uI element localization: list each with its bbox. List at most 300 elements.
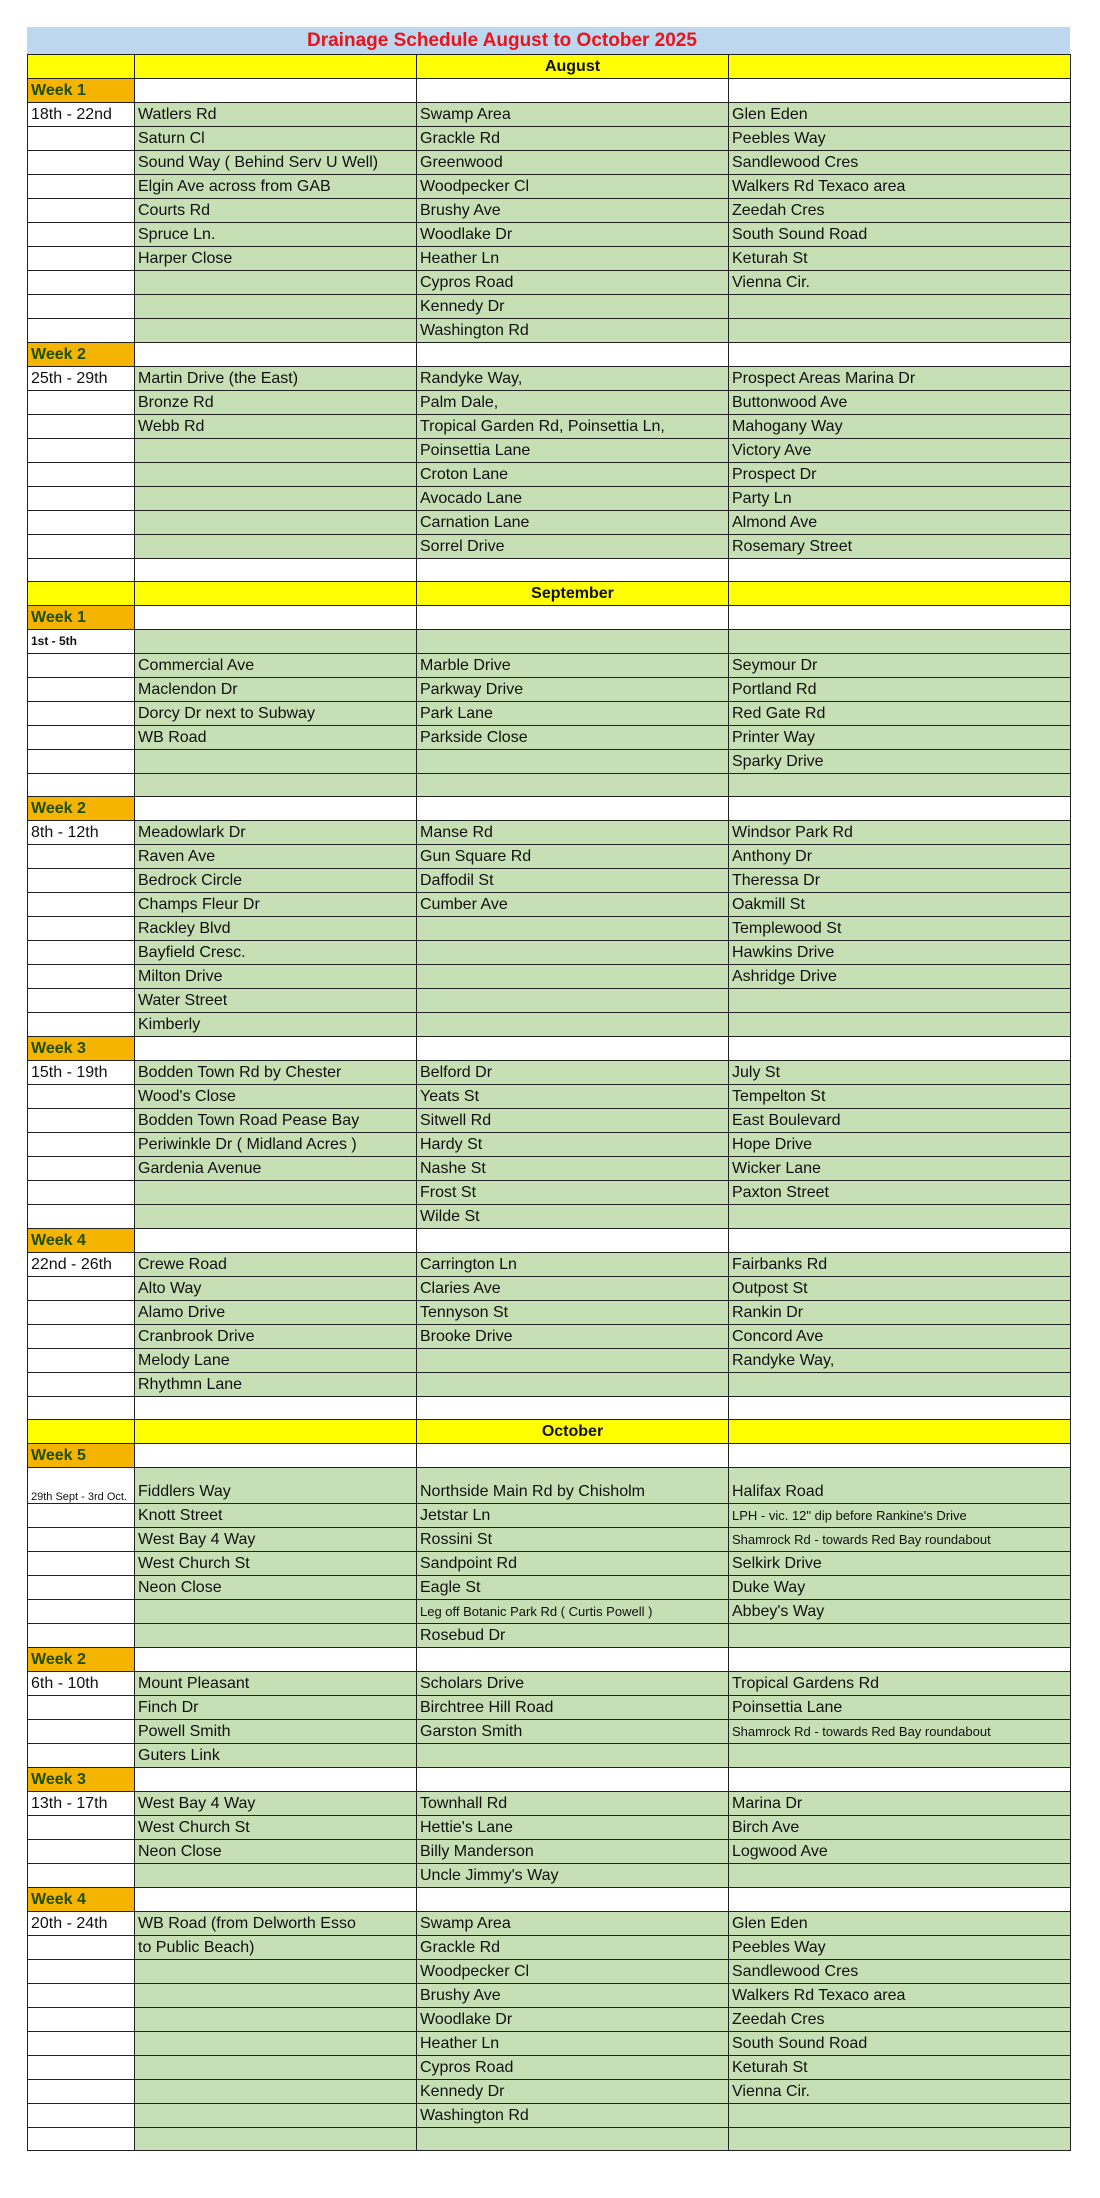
table-row [28,1253,1071,1277]
route-cell-col2: Daffodil St [417,869,729,893]
date-cell [28,726,135,750]
week-header-cell [135,797,417,821]
route-cell-col2: Tennyson St [417,1301,729,1325]
route-cell-col1: WB Road (from Delworth Esso [135,1912,417,1936]
week-header-row [28,79,1071,103]
date-cell [28,1600,135,1624]
route-cell-col3: Ashridge Drive [729,965,1071,989]
route-cell-col3: Victory Ave [729,439,1071,463]
route-cell-col1 [135,750,417,774]
table-row [28,247,1071,271]
week-header-row [28,797,1071,821]
date-cell [28,1984,135,2008]
table-row [28,1325,1071,1349]
route-cell-col2: Leg off Botanic Park Rd ( Curtis Powell ) [417,1600,729,1624]
route-cell-col2: Claries Ave [417,1277,729,1301]
date-cell: 13th - 17th [28,1792,135,1816]
spacer-cell [135,1397,417,1420]
route-cell-col1: Commercial Ave [135,654,417,678]
table-row [28,1720,1071,1744]
route-cell-col1: to Public Beach) [135,1936,417,1960]
month-label: August [417,55,729,79]
route-cell-col2: Yeats St [417,1085,729,1109]
week-header-cell [135,1444,417,1468]
route-cell-col1: Saturn Cl [135,127,417,151]
route-cell-col3: Abbey's Way [729,1600,1071,1624]
route-cell-col1: Powell Smith [135,1720,417,1744]
date-cell [28,654,135,678]
spacer-cell [729,559,1071,582]
route-cell-col3: Prospect Dr [729,463,1071,487]
schedule-table [27,54,1071,2151]
route-cell-col1: Gardenia Avenue [135,1157,417,1181]
route-cell-col2 [417,941,729,965]
route-cell-col2: Belford Dr [417,1061,729,1085]
date-cell [28,1840,135,1864]
date-cell [28,271,135,295]
date-cell [28,1181,135,1205]
route-cell-col2: Rossini St [417,1528,729,1552]
route-cell-col2: Heather Ln [417,247,729,271]
route-cell-col1 [135,295,417,319]
route-cell-col3: Anthony Dr [729,845,1071,869]
route-cell-col2: Sorrel Drive [417,535,729,559]
route-cell-col2: Heather Ln [417,2032,729,2056]
route-cell-col3 [729,319,1071,343]
route-cell-col2: Birchtree Hill Road [417,1696,729,1720]
route-cell-col1 [135,511,417,535]
route-cell-col2: Woodpecker Cl [417,1960,729,1984]
route-cell-col3: Sandlewood Cres [729,1960,1071,1984]
date-cell: 29th Sept - 3rd Oct. [28,1468,135,1504]
page-title: Drainage Schedule August to October 2025 [27,27,1070,54]
date-cell: 1st - 5th [28,630,135,654]
table-row [28,1468,1071,1504]
week-header-cell [729,606,1071,630]
route-cell-col2: Cumber Ave [417,893,729,917]
route-cell-col3: Wicker Lane [729,1157,1071,1181]
date-cell [28,941,135,965]
route-cell-col2: Sitwell Rd [417,1109,729,1133]
date-cell [28,2056,135,2080]
route-cell-col2: Poinsettia Lane [417,439,729,463]
week-header-cell [729,1768,1071,1792]
week-header-cell [417,1229,729,1253]
table-row [28,391,1071,415]
spacer-cell [28,1397,135,1420]
route-cell-col2: Park Lane [417,702,729,726]
route-cell-col3: South Sound Road [729,2032,1071,2056]
date-cell [28,1576,135,1600]
route-cell-col1: Martin Drive (the East) [135,367,417,391]
route-cell-col1: Neon Close [135,1576,417,1600]
week-header-cell [417,79,729,103]
route-cell-col3: Buttonwood Ave [729,391,1071,415]
week-label: Week 3 [28,1768,135,1792]
route-cell-col2: Brooke Drive [417,1325,729,1349]
table-row [28,821,1071,845]
date-cell [28,917,135,941]
route-cell-col3: Birch Ave [729,1816,1071,1840]
route-cell-col2 [417,965,729,989]
date-cell [28,1936,135,1960]
month-header-cell [135,582,417,606]
week-header-row [28,1648,1071,1672]
route-cell-col3: Poinsettia Lane [729,1696,1071,1720]
route-cell-col3: Shamrock Rd - towards Red Bay roundabout [729,1528,1071,1552]
week-header-cell [417,1444,729,1468]
table-row [28,1349,1071,1373]
table-row [28,1552,1071,1576]
route-cell-col1: Dorcy Dr next to Subway [135,702,417,726]
route-cell-col2: Scholars Drive [417,1672,729,1696]
date-cell [28,1552,135,1576]
spacer-cell [417,559,729,582]
route-cell-col1: Neon Close [135,1840,417,1864]
table-row [28,199,1071,223]
table-row [28,487,1071,511]
date-cell [28,391,135,415]
date-cell: 25th - 29th [28,367,135,391]
route-cell-col3: Walkers Rd Texaco area [729,1984,1071,2008]
date-cell [28,2080,135,2104]
week-header-cell [417,1888,729,1912]
route-cell-col1 [135,463,417,487]
spacer-cell [417,1397,729,1420]
route-cell-col2: Croton Lane [417,463,729,487]
date-cell [28,1301,135,1325]
month-label: September [417,582,729,606]
route-cell-col3: Hawkins Drive [729,941,1071,965]
date-cell [28,702,135,726]
route-cell-col2: Cypros Road [417,2056,729,2080]
date-cell [28,511,135,535]
route-cell-col3: Keturah St [729,247,1071,271]
table-row [28,2056,1071,2080]
week-label: Week 3 [28,1037,135,1061]
route-cell-col2: Parkside Close [417,726,729,750]
week-label: Week 1 [28,606,135,630]
route-cell-col2: Brushy Ave [417,199,729,223]
route-cell-col1: Periwinkle Dr ( Midland Acres ) [135,1133,417,1157]
date-cell [28,2128,135,2151]
route-cell-col2: Rosebud Dr [417,1624,729,1648]
route-cell-col1: Rackley Blvd [135,917,417,941]
route-cell-col2: Swamp Area [417,103,729,127]
table-row [28,1840,1071,1864]
route-cell-col3: Rosemary Street [729,535,1071,559]
table-row [28,511,1071,535]
week-label: Week 4 [28,1229,135,1253]
week-header-cell [417,1037,729,1061]
route-cell-col3: Outpost St [729,1277,1071,1301]
route-cell-col3: Peebles Way [729,127,1071,151]
date-cell [28,845,135,869]
route-cell-col3: Zeedah Cres [729,199,1071,223]
route-cell-col3: Seymour Dr [729,654,1071,678]
route-cell-col2: Grackle Rd [417,1936,729,1960]
week-header-cell [135,343,417,367]
table-row [28,223,1071,247]
table-row [28,1373,1071,1397]
date-cell: 6th - 10th [28,1672,135,1696]
route-cell-col2: Hardy St [417,1133,729,1157]
route-cell-col2: Randyke Way, [417,367,729,391]
table-row [28,750,1071,774]
spacer-cell [135,559,417,582]
route-cell-col2: Woodlake Dr [417,2008,729,2032]
route-cell-col3: Shamrock Rd - towards Red Bay roundabout [729,1720,1071,1744]
table-row [28,1624,1071,1648]
route-cell-col1 [135,2008,417,2032]
route-cell-col2: Kennedy Dr [417,295,729,319]
table-row [28,127,1071,151]
route-cell-col3: Randyke Way, [729,1349,1071,1373]
table-row [28,630,1071,654]
route-cell-col3: Peebles Way [729,1936,1071,1960]
spacer-row [28,559,1071,582]
month-header-cell [135,55,417,79]
route-cell-col2: Eagle St [417,1576,729,1600]
route-cell-col3: Theressa Dr [729,869,1071,893]
route-cell-col3: Prospect Areas Marina Dr [729,367,1071,391]
table-row [28,2008,1071,2032]
date-cell [28,487,135,511]
week-header-row [28,1444,1071,1468]
date-cell [28,1013,135,1037]
route-cell-col1: Meadowlark Dr [135,821,417,845]
date-cell [28,439,135,463]
route-cell-col1 [135,1181,417,1205]
date-cell [28,1157,135,1181]
route-cell-col1: West Church St [135,1816,417,1840]
route-cell-col1: Bedrock Circle [135,869,417,893]
table-row [28,1936,1071,1960]
route-cell-col2: Billy Manderson [417,1840,729,1864]
date-cell [28,989,135,1013]
date-cell [28,1085,135,1109]
route-cell-col3: Duke Way [729,1576,1071,1600]
route-cell-col3: Paxton Street [729,1181,1071,1205]
route-cell-col2: Tropical Garden Rd, Poinsettia Ln, [417,415,729,439]
table-row [28,439,1071,463]
table-row [28,2032,1071,2056]
route-cell-col3: Oakmill St [729,893,1071,917]
route-cell-col1: Cranbrook Drive [135,1325,417,1349]
route-cell-col3 [729,1205,1071,1229]
table-row [28,1912,1071,1936]
route-cell-col2: Swamp Area [417,1912,729,1936]
route-cell-col2 [417,1744,729,1768]
table-row [28,1157,1071,1181]
route-cell-col2 [417,1373,729,1397]
date-cell [28,1696,135,1720]
table-row [28,1744,1071,1768]
route-cell-col1: Finch Dr [135,1696,417,1720]
route-cell-col2: Wilde St [417,1205,729,1229]
table-row [28,1133,1071,1157]
route-cell-col1: Alto Way [135,1277,417,1301]
date-cell [28,869,135,893]
route-cell-col1 [135,487,417,511]
route-cell-col3: Glen Eden [729,103,1071,127]
route-cell-col3: July St [729,1061,1071,1085]
table-row [28,1696,1071,1720]
date-cell [28,127,135,151]
spacer-row [28,1397,1071,1420]
date-cell [28,1373,135,1397]
route-cell-col2: Washington Rd [417,2104,729,2128]
date-cell [28,175,135,199]
week-label: Week 2 [28,797,135,821]
route-cell-col1 [135,2104,417,2128]
week-header-cell [135,1768,417,1792]
date-cell [28,893,135,917]
date-cell: 18th - 22nd [28,103,135,127]
route-cell-col2: Avocado Lane [417,487,729,511]
week-header-cell [729,1888,1071,1912]
route-cell-col2 [417,917,729,941]
date-cell: 20th - 24th [28,1912,135,1936]
date-cell [28,774,135,797]
route-cell-col3: Portland Rd [729,678,1071,702]
date-cell [28,1624,135,1648]
week-header-row [28,1768,1071,1792]
table-row [28,2128,1071,2151]
route-cell-col3 [729,1864,1071,1888]
route-cell-col3 [729,1744,1071,1768]
route-cell-col3: Zeedah Cres [729,2008,1071,2032]
route-cell-col3: Templewood St [729,917,1071,941]
table-row [28,2080,1071,2104]
route-cell-col3 [729,295,1071,319]
date-cell [28,295,135,319]
route-cell-col2: Nashe St [417,1157,729,1181]
route-cell-col1 [135,271,417,295]
table-row [28,415,1071,439]
week-header-cell [729,1444,1071,1468]
route-cell-col2 [417,1013,729,1037]
month-header-cell [729,582,1071,606]
date-cell [28,2104,135,2128]
date-cell [28,1816,135,1840]
table-row [28,1181,1071,1205]
route-cell-col1: Watlers Rd [135,103,417,127]
route-cell-col3: Tropical Gardens Rd [729,1672,1071,1696]
route-cell-col1: Mount Pleasant [135,1672,417,1696]
route-cell-col2 [417,2128,729,2151]
table-row [28,535,1071,559]
route-cell-col2: Gun Square Rd [417,845,729,869]
week-header-row [28,1229,1071,1253]
table-row [28,1864,1071,1888]
route-cell-col2: Manse Rd [417,821,729,845]
week-label: Week 4 [28,1888,135,1912]
week-header-cell [417,1648,729,1672]
route-cell-col3: Selkirk Drive [729,1552,1071,1576]
route-cell-col1 [135,1624,417,1648]
table-row [28,1013,1071,1037]
date-cell: 15th - 19th [28,1061,135,1085]
table-row [28,1576,1071,1600]
route-cell-col3: Party Ln [729,487,1071,511]
route-cell-col1 [135,2032,417,2056]
route-cell-col2: Uncle Jimmy's Way [417,1864,729,1888]
route-cell-col1 [135,1600,417,1624]
route-cell-col1: Crewe Road [135,1253,417,1277]
route-cell-col3: South Sound Road [729,223,1071,247]
route-cell-col1: Champs Fleur Dr [135,893,417,917]
date-cell [28,223,135,247]
table-row [28,1109,1071,1133]
table-row [28,2104,1071,2128]
route-cell-col2: Parkway Drive [417,678,729,702]
route-cell-col3: Rankin Dr [729,1301,1071,1325]
route-cell-col1: Rhythmn Lane [135,1373,417,1397]
month-header-cell [28,55,135,79]
route-cell-col1: Webb Rd [135,415,417,439]
date-cell [28,678,135,702]
week-header-row [28,606,1071,630]
week-header-cell [417,1768,729,1792]
week-header-row [28,1037,1071,1061]
route-cell-col3 [729,1013,1071,1037]
date-cell [28,151,135,175]
month-header-cell [729,1420,1071,1444]
route-cell-col2: Carnation Lane [417,511,729,535]
date-cell [28,2008,135,2032]
route-cell-col1 [135,1984,417,2008]
route-cell-col2: Palm Dale, [417,391,729,415]
route-cell-col3: East Boulevard [729,1109,1071,1133]
date-cell [28,1960,135,1984]
table-row [28,1301,1071,1325]
route-cell-col3: Vienna Cir. [729,271,1071,295]
week-header-row [28,343,1071,367]
route-cell-col1 [135,1960,417,1984]
route-cell-col1: Alamo Drive [135,1301,417,1325]
route-cell-col2: Townhall Rd [417,1792,729,1816]
route-cell-col3: Marina Dr [729,1792,1071,1816]
month-header-cell [28,582,135,606]
table-row [28,1528,1071,1552]
route-cell-col3: Sandlewood Cres [729,151,1071,175]
table-row [28,678,1071,702]
date-cell [28,965,135,989]
week-header-cell [729,343,1071,367]
route-cell-col2: Marble Drive [417,654,729,678]
date-cell [28,1277,135,1301]
month-header-cell [729,55,1071,79]
route-cell-col2 [417,1349,729,1373]
route-cell-col2: Kennedy Dr [417,2080,729,2104]
route-cell-col2: Hettie's Lane [417,1816,729,1840]
route-cell-col3: Halifax Road [729,1468,1071,1504]
week-header-cell [729,1648,1071,1672]
table-row [28,1085,1071,1109]
month-header-row [28,1420,1071,1444]
week-header-cell [135,1888,417,1912]
route-cell-col3 [729,2128,1071,2151]
route-cell-col2 [417,774,729,797]
route-cell-col1 [135,2056,417,2080]
route-cell-col1: Melody Lane [135,1349,417,1373]
month-header-row [28,55,1071,79]
route-cell-col1 [135,1864,417,1888]
table-row [28,319,1071,343]
table-row [28,1960,1071,1984]
date-cell [28,1528,135,1552]
